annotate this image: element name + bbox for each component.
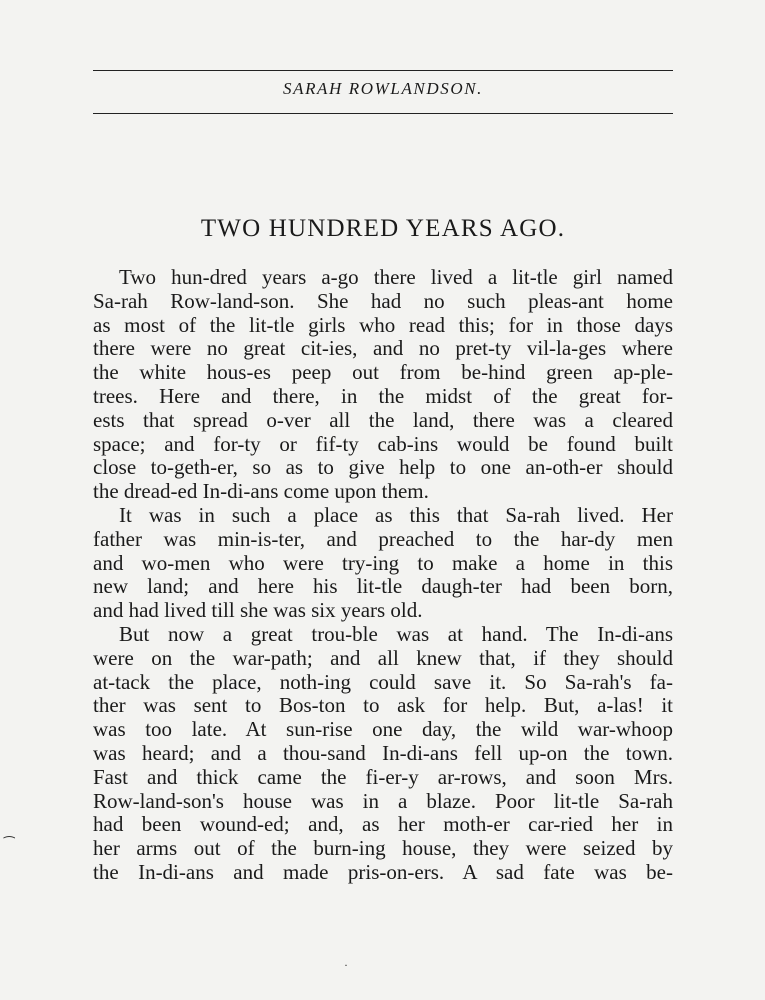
- text-line: was heard; and a thou-sand In-di-ans fell up-on the town.: [93, 740, 673, 765]
- text-line: new land; and here his lit-tle daugh-ter had been born,: [93, 574, 673, 599]
- text-line: as most of the lit-tle girls who read this; for in those days: [93, 312, 673, 337]
- text-line: was too late. At sun-rise one day, the wild war-whoop: [93, 717, 673, 742]
- text-line: the white hous-es peep out from be-hind green ap-ple-: [93, 360, 673, 385]
- text-line: trees. Here and there, in the midst of the great for-: [93, 383, 673, 408]
- text-line: Row-land-son's house was in a blaze. Poor lit-tle Sa-rah: [93, 788, 673, 813]
- text-line: and had lived till she was six years old.: [93, 598, 423, 623]
- text-line: Two hun-dred years a-go there lived a lit-tle girl named: [119, 265, 673, 289]
- text-line: had been wound-ed; and, as her moth-er car-ried her in: [93, 812, 673, 837]
- print-dot-icon: ·: [344, 958, 348, 972]
- margin-mark-icon: ⁀: [4, 836, 15, 851]
- text-line: the dread-ed In-di-ans come upon them.: [93, 479, 429, 504]
- text-line: were on the war-path; and all knew that, if they should: [93, 645, 673, 670]
- text-line: space; and for-ty or fif-ty cab-ins would be found built: [93, 431, 673, 456]
- text-line: But now a great trou-ble was at hand. The In-di-ans: [119, 621, 673, 646]
- text-line: ther was sent to Bos-ton to ask for help. But, a-las! it: [93, 693, 673, 718]
- text-line: Sa-rah Row-land-son. She had no such pleas-ant home: [93, 288, 673, 313]
- text-line: her arms out of the burn-ing house, they were seized by: [93, 836, 673, 861]
- text-line: at-tack the place, noth-ing could save it. So Sa-rah's fa-: [93, 669, 673, 694]
- text-line: close to-geth-er, so as to give help to one an-oth-er should: [93, 455, 673, 480]
- text-line: ests that spread o-ver all the land, there was a cleared: [93, 407, 673, 432]
- text-line: father was min-is-ter, and preached to the har-dy men: [93, 526, 673, 551]
- text-line: there were no great cit-ies, and no pret-ty vil-la-ges where: [93, 336, 673, 361]
- body-text: [93, 266, 673, 885]
- text-line: It was in such a place as this that Sa-rah lived. Her: [119, 502, 673, 527]
- chapter-title: TWO HUNDRED YEARS AGO.: [200, 215, 566, 242]
- header-rule-top: [93, 70, 673, 71]
- text-line: the In-di-ans and made pris-on-ers. A sad fate was be-: [93, 859, 673, 884]
- running-head: SARAH ROWLANDSON.: [282, 79, 484, 98]
- header-rule-bottom: [93, 113, 673, 114]
- text-line: Fast and thick came the fi-er-y ar-rows, and soon Mrs.: [93, 764, 673, 789]
- text-line: and wo-men who were try-ing to make a home in this: [93, 550, 673, 575]
